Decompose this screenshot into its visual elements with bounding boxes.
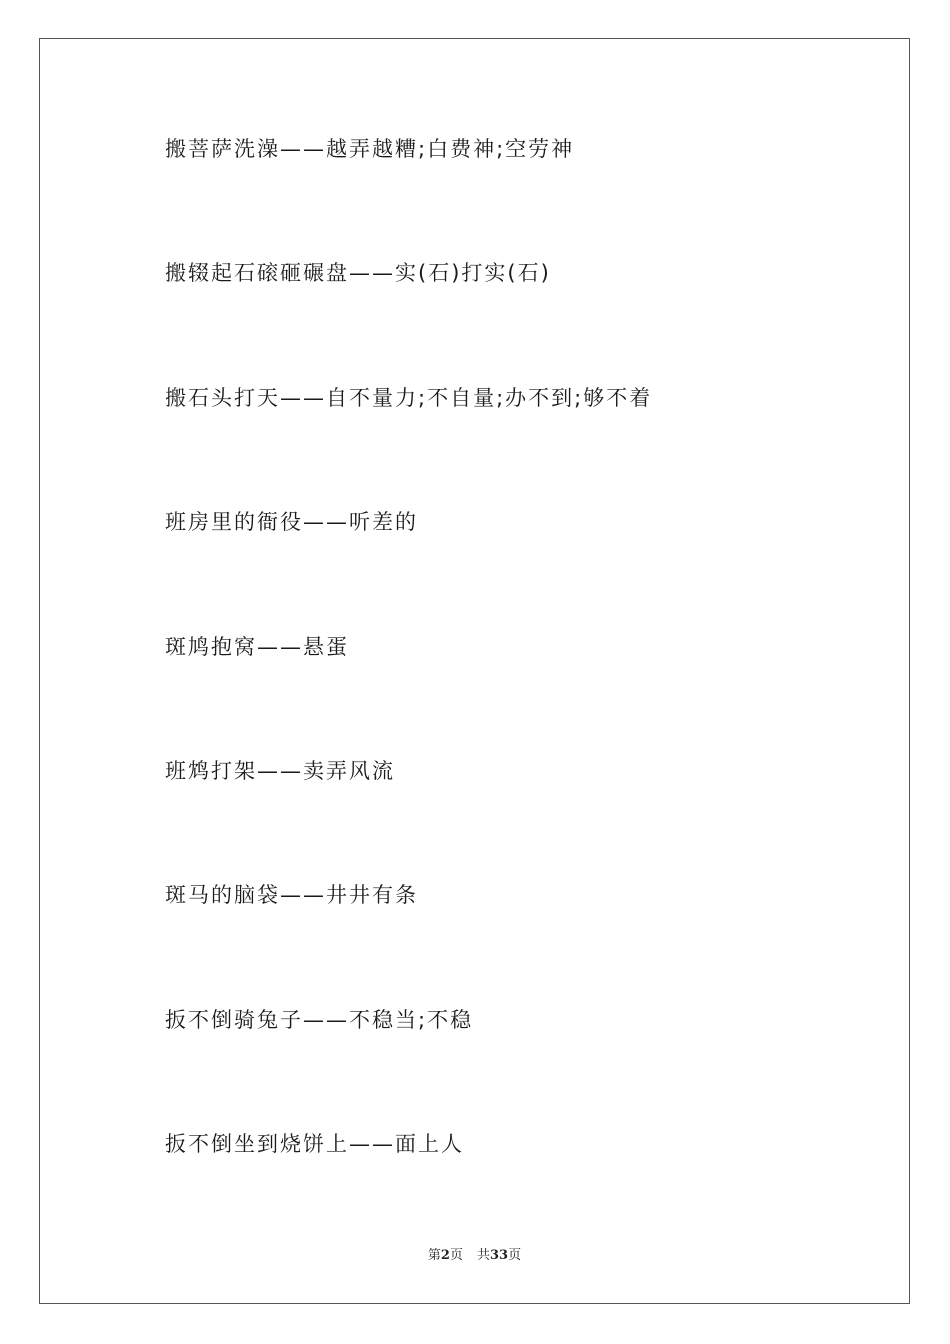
total-prefix: 共	[476, 1248, 490, 1263]
total-pages: 33	[489, 1248, 509, 1263]
entry-list	[40, 39, 909, 1303]
list-item: 班鸩打架——卖弄风流	[165, 759, 395, 783]
page-prefix: 第	[427, 1248, 441, 1263]
page-suffix: 页	[449, 1248, 463, 1263]
page-number: 2	[440, 1248, 450, 1263]
list-item: 扳不倒坐到烧饼上——面上人	[165, 1132, 464, 1156]
list-item: 搬菩萨洗澡——越弄越糟;白费神;空劳神	[165, 137, 575, 161]
list-item: 班房里的衙役——听差的	[165, 510, 418, 534]
page-frame	[39, 38, 910, 1304]
page-footer	[40, 1247, 909, 1265]
list-item: 扳不倒骑兔子——不稳当;不稳	[165, 1008, 474, 1032]
total-suffix: 页	[508, 1248, 522, 1263]
list-item: 斑鸠抱窝——悬蛋	[165, 635, 349, 659]
list-item: 斑马的脑袋——井井有条	[165, 883, 418, 907]
list-item: 搬辍起石磙砸碾盘——实(石)打实(石)	[165, 261, 551, 285]
list-item: 搬石头打天——自不量力;不自量;办不到;够不着	[165, 386, 653, 410]
